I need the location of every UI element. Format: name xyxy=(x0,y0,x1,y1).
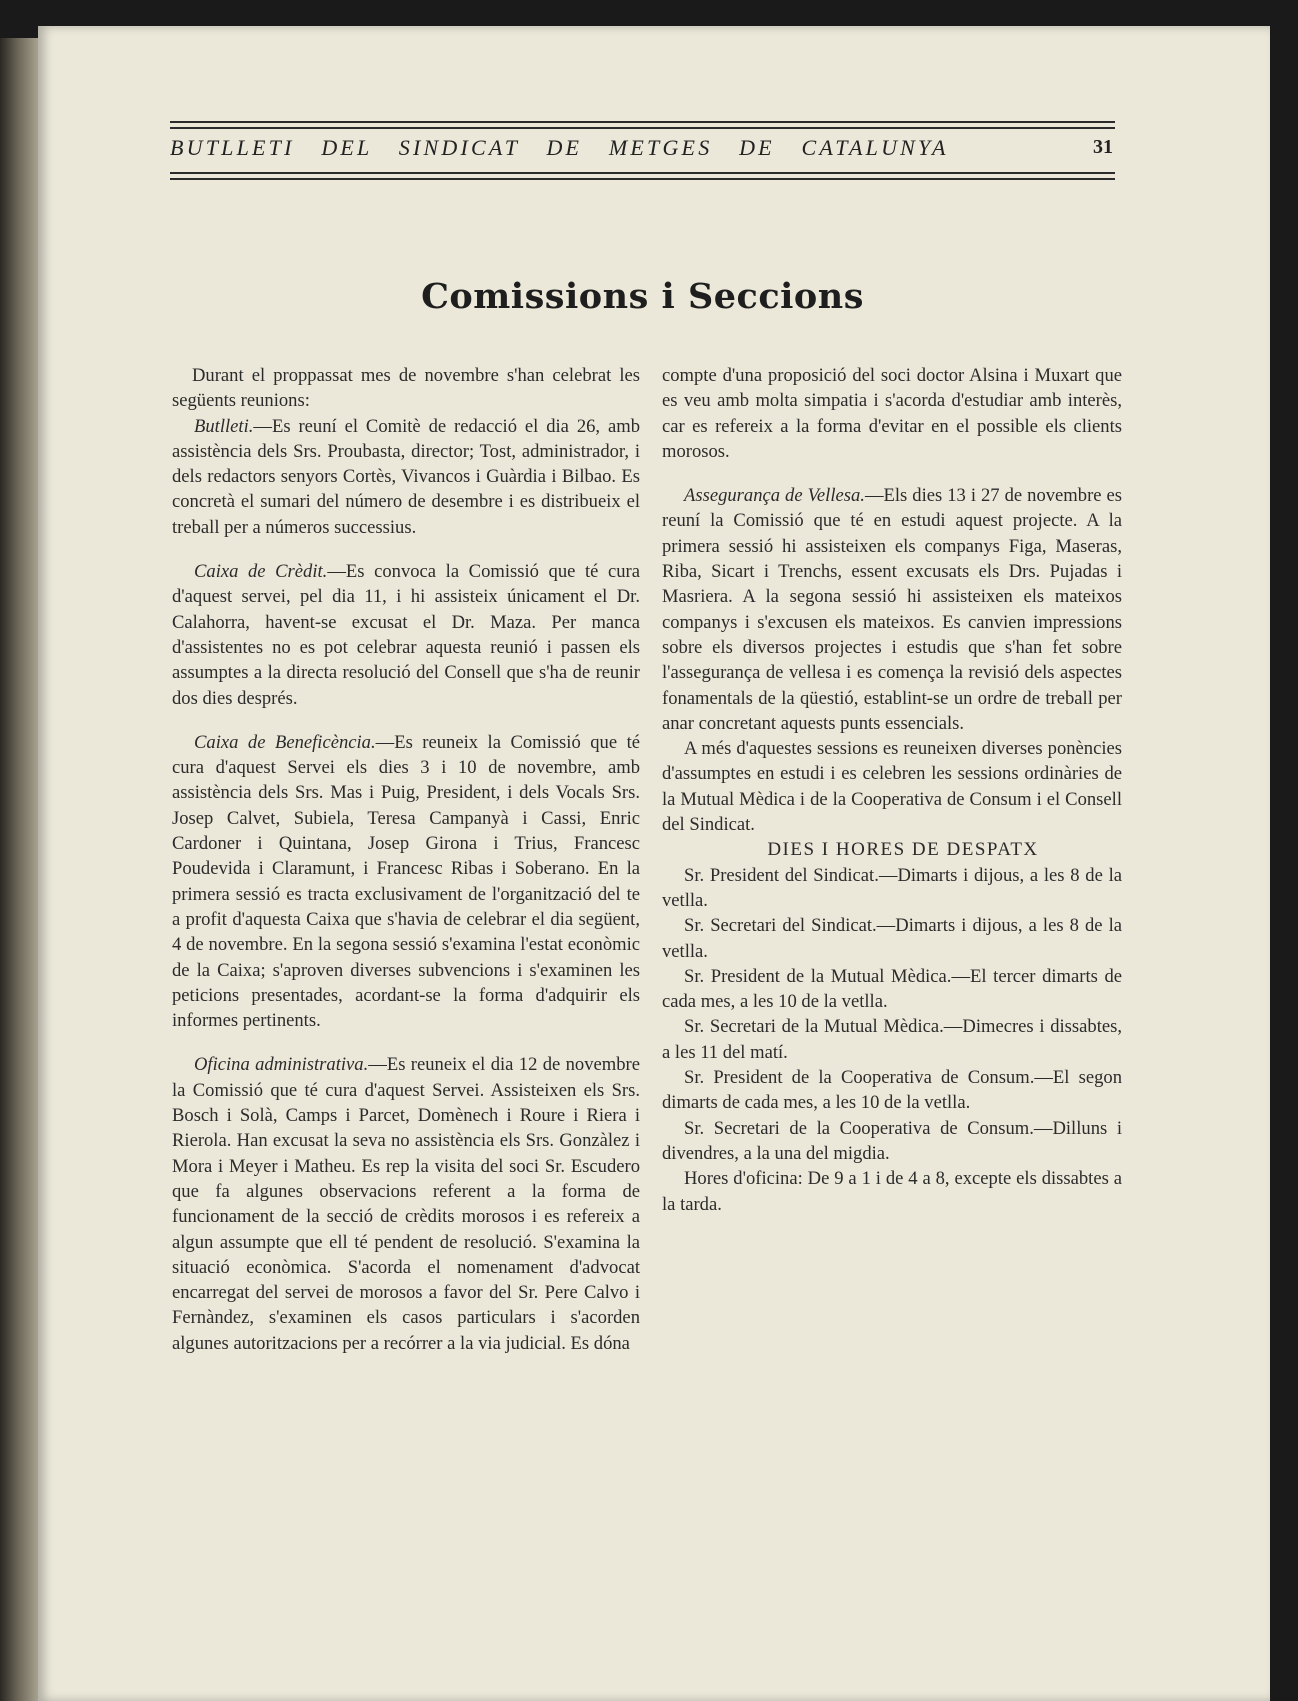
schedule-entry: Sr. President de la Mutual Mèdica.—El tercer dimarts de cada mes, a les 10 de la vetlla. xyxy=(662,965,1122,1013)
header-rule xyxy=(170,127,1115,129)
section-text: —Es reuní el Comitè de redacció el dia 26, amb assistència dels Srs. Proubasta, director; Tost, administrador, i dels redactors senyors Cortès, Vivancos i Guàrdia i Bilbao. Es concretà el sumari del número de desembre i es distribueix el treball per a números successius. xyxy=(172,415,640,538)
section-paragraph xyxy=(172,730,640,1034)
header-rule xyxy=(170,178,1115,180)
section-name: Caixa de Beneficència. xyxy=(194,731,376,753)
page-number: 31 xyxy=(1093,136,1113,158)
closing-paragraph: A més d'aquestes sessions es reuneixen diverses ponències d'assumptes en estudi i es celebren les sessions ordinàries de la Mutual Mèdica i de la Cooperativa de Consum i el Consell del Sindicat. xyxy=(662,738,1122,836)
running-title: BUTLLETI DEL SINDICAT DE METGES DE CATALUNYA xyxy=(170,135,949,160)
section-name: Caixa de Crèdit. xyxy=(194,561,328,583)
section-paragraph xyxy=(172,414,640,540)
section-text: —Es convoca la Comissió que té cura d'aquest servei, pel dia 11, i hi assisteix únicament el Dr. Calahorra, havent-se excusat el Dr. Maza. Per manca d'assistentes no es pot celebrar aquesta reunió i passen els assumptes a la directa resolució del Consell que s'ha de reunir dos dies després. xyxy=(172,561,640,709)
schedule-entry: Sr. Secretari del Sindicat.—Dimarts i dijous, a les 8 de la vetlla. xyxy=(662,915,1122,962)
section-name: Assegurança de Vellesa. xyxy=(684,485,865,507)
article-title: Comissions i Seccions xyxy=(421,276,864,317)
schedule-heading: DIES I HORES DE DESPATX xyxy=(767,839,1039,861)
intro-paragraph: Durant el proppassat mes de novembre s'han celebrat les següents reunions: xyxy=(172,365,640,412)
running-header xyxy=(170,121,1115,187)
section-text: —Els dies 13 i 27 de novembre es reuní la Comissió que té en estudi aquest projecte. A la primera sessió hi assisteixen els companys Figa, Maseras, Riba, Sicart i Trenchs, essent excusats els Drs. Pujadas i Masriera. A la segona sessió hi assisteixen els mateixos companys i s'excusen els mateixos. Es canvien impressions sobre els diversos projectes i estudis que s'han fet sobre l'assegurança de vellesa i es comença la revisió dels aspectes fonamentals de la qüestió, establint-se un ordre de treball per anar concretant aquests punts essencials. xyxy=(662,485,1123,734)
schedule-entry: Sr. President de la Cooperativa de Consum.—El segon dimarts de cada mes, a les 10 de la vetlla. xyxy=(662,1067,1122,1114)
header-rule xyxy=(170,121,1115,123)
section-continuation: compte d'una proposició del soci doctor Alsina i Muxart que es veu amb molta simpatia i s'acorda d'estudiar amb interès, car es refereix a la forma d'evitar en el possible els clients morosos. xyxy=(662,365,1122,462)
schedule-entry: Hores d'oficina: De 9 a 1 i de 4 a 8, excepte els dissabtes a la tarda. xyxy=(662,1168,1122,1215)
right-column xyxy=(662,363,1122,1217)
section-name: Oficina administrativa. xyxy=(194,1054,369,1076)
section-paragraph xyxy=(172,1052,640,1356)
schedule-entry: Sr. President del Sindicat.—Dimarts i dijous, a les 8 de la vetlla. xyxy=(662,864,1122,911)
section-text: —Es reuneix la Comissió que té cura d'aquest Servei els dies 3 i 10 de novembre, amb assistència dels Srs. Mas i Puig, President, i dels Vocals Srs. Josep Calvet, Subiela, Teresa Campanyà i Cassi, Enric Cardoner i Quintana, Josep Girona i Trius, Francesc Poudevida i Claramunt, i Francesc Ribas i Soberano. En la primera sessió es tracta exclusivament de l'organització del te a profit d'aquesta Caixa que s'havia de celebrar el dia següent, 4 de novembre. En la segona sessió s'examina l'estat econòmic de la Caixa; s'aproven diverses subvencions i s'examinen les peticions presentades, acordant-se la forma d'adquirir els informes pertinents. xyxy=(172,731,640,1032)
schedule-entry: Sr. Secretari de la Cooperativa de Consum.—Dilluns i divendres, a la una del migdia. xyxy=(662,1117,1122,1164)
schedule-entry: Sr. Secretari de la Mutual Mèdica.—Dimecres i dissabtes, a les 11 del matí. xyxy=(662,1016,1122,1063)
left-column xyxy=(172,363,640,1356)
section-paragraph xyxy=(172,559,640,711)
header-rule xyxy=(170,172,1115,174)
section-text: —Es reuneix el dia 12 de novembre la Comissió que té cura d'aquest Servei. Assisteixen els Srs. Bosch i Solà, Camps i Parcet, Domènech i Roure i Riera i Rierola. Han excusat la seva no assistència els Srs. Gonzàlez i Mora i Meyer i Matheu. Es rep la visita del soci Sr. Escudero que fa algunes observacions referent a la forma de funcionament de la secció de crèdits morosos i es refereix a algun assumpte que ell té pendent de resolució. S'examina la situació econòmica. S'acorda el nomenament d'advocat encarregat del servei de morosos a favor del Sr. Pere Calvo i Fernàndez, s'examinen els casos particulars i s'acorden algunes autoritzacions per a recórrer a la via judicial. Es dóna xyxy=(172,1054,640,1354)
section-paragraph xyxy=(662,483,1122,736)
section-name: Butlleti. xyxy=(194,415,254,437)
